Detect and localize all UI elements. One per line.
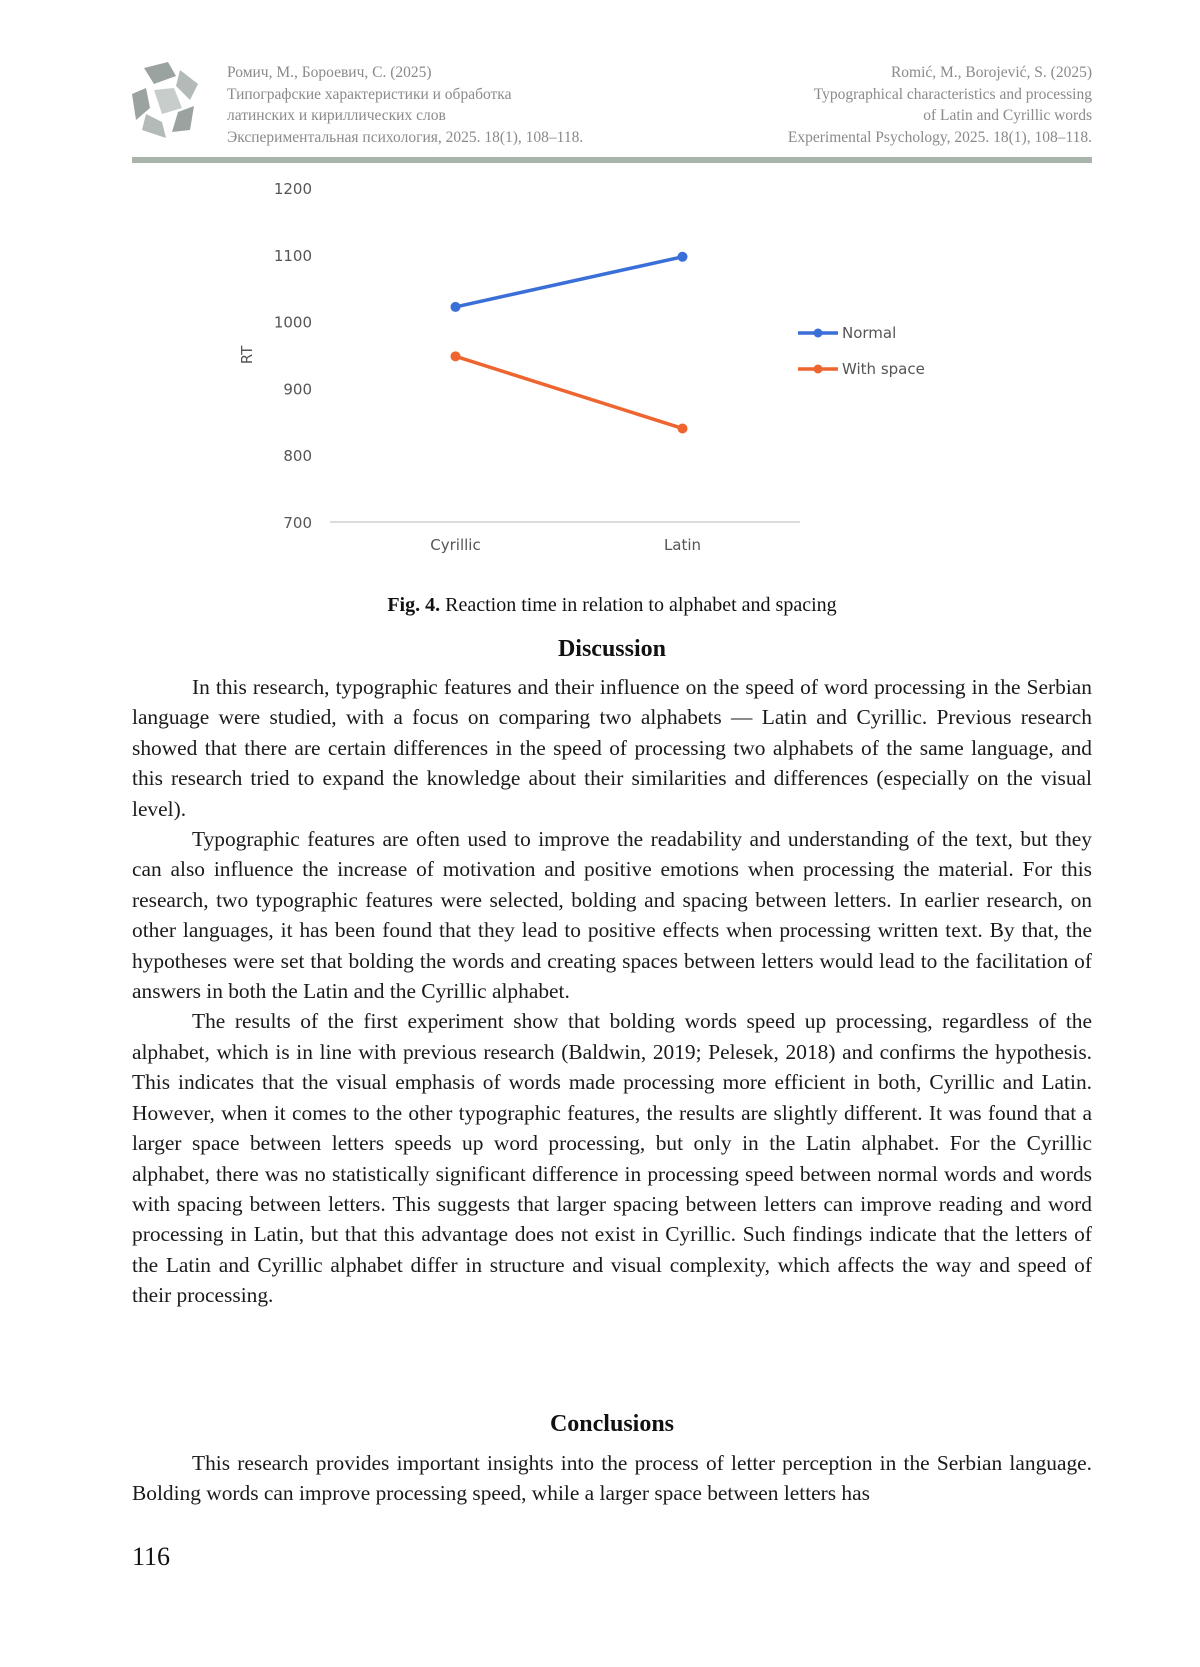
legend-swatch-marker bbox=[814, 329, 823, 338]
series-line bbox=[456, 356, 683, 428]
running-header bbox=[132, 62, 1092, 152]
paragraph: Typographic features are often used to improve the readability and understanding of the text, but they can also influence the increase of motivation and positive emotions when processing the material. For this research, two typographic features were selected, bolding and spacing between letters. In earlier research, on other languages, it has been found that they lead to positive effects when processing written text. By that, the hypotheses were set that bolding the words and creating spaces between letters would lead to the facilitation of answers in both the Latin and the Cyrillic alphabet. bbox=[132, 827, 1092, 1004]
caption-label: Fig. 4. bbox=[387, 594, 441, 616]
figure-4 bbox=[230, 178, 1010, 588]
header-left-line: Типографские характеристики и обработка bbox=[227, 85, 512, 103]
y-tick-label: 900 bbox=[283, 380, 312, 399]
caption-text: Reaction time in relation to alphabet and spacing bbox=[445, 594, 837, 616]
conclusions-body bbox=[132, 1448, 1092, 1509]
legend-swatch-marker bbox=[814, 365, 823, 374]
header-citation-english bbox=[622, 62, 1092, 148]
series-line bbox=[456, 257, 683, 307]
discussion-body bbox=[132, 672, 1092, 1311]
header-right-line: Typographical characteristics and processing bbox=[813, 85, 1092, 103]
page-number: 116 bbox=[132, 1542, 171, 1571]
y-tick-label: 800 bbox=[283, 447, 312, 466]
y-tick-label: 700 bbox=[283, 514, 312, 532]
discussion-heading: Discussion bbox=[557, 636, 667, 662]
journal-logo-icon bbox=[132, 62, 202, 138]
header-right-line: Experimental Psychology, 2025. 18(1), 108–118. bbox=[787, 128, 1092, 146]
header-citation-russian bbox=[227, 62, 677, 148]
data-point bbox=[451, 302, 461, 312]
x-tick-label: Latin bbox=[663, 536, 702, 554]
header-right-line: of Latin and Cyrillic words bbox=[923, 107, 1092, 124]
x-tick-label: Cyrillic bbox=[430, 536, 481, 554]
y-tick-label: 1100 bbox=[273, 246, 312, 265]
line-chart bbox=[230, 178, 1010, 588]
paragraph: In this research, typographic features and their influence on the speed of word processing in the Serbian language were studied, with a focus on comparing two alphabets — Latin and Cyrillic. Previous research showed that there are certain differences in the speed of processing two alphabets of the same language, and this research tried to expand the knowledge about their similarities and differences (especially on the visual level). bbox=[132, 675, 1092, 821]
data-point bbox=[678, 252, 688, 262]
header-left-line: латинских и кириллических слов bbox=[227, 107, 446, 124]
legend-label: With space bbox=[842, 360, 925, 378]
data-point bbox=[678, 423, 688, 433]
y-tick-label: 1000 bbox=[273, 313, 312, 332]
header-right-line: Romić, M., Borojević, S. (2025) bbox=[890, 64, 1092, 81]
header-divider bbox=[132, 157, 1092, 163]
header-left-line: Экспериментальная психология, 2025. 18(1), 108–118. bbox=[227, 128, 584, 146]
legend-label: Normal bbox=[842, 324, 897, 342]
conclusions-heading: Conclusions bbox=[549, 1411, 675, 1437]
paragraph: This research provides important insights into the process of letter perception in the Serbian language. Bolding words can improve processing speed, while a larger space between letters has bbox=[132, 1451, 1092, 1506]
y-axis-label: RT bbox=[238, 345, 256, 365]
y-tick-label: 1200 bbox=[273, 180, 312, 198]
figure-caption bbox=[132, 594, 1092, 617]
data-point bbox=[451, 351, 461, 361]
paragraph: The results of the first experiment show that bolding words speed up processing, regardless of the alphabet, which is in line with previous research (Baldwin, 2019; Pelesek, 2018) and confirms the hypothesis. This indicates that the visual emphasis of words made processing more efficient in both, Cyrillic and Latin. However, when it comes to the other typographic features, the results are slightly different. It was found that a larger space between letters speeds up word processing, but only in the Latin alphabet. For the Cyrillic alphabet, there was no statistically significant difference in processing speed between normal words and words with spacing between letters. This suggests that larger spacing between letters can improve reading and word processing in Latin, but that this advantage does not exist in Cyrillic. Such findings indicate that the letters of the Latin and Cyrillic alphabet differ in structure and visual complexity, which affects the way and speed of their processing. bbox=[132, 1009, 1092, 1308]
header-left-line: Ромич, М., Бороевич, С. (2025) bbox=[227, 64, 432, 81]
